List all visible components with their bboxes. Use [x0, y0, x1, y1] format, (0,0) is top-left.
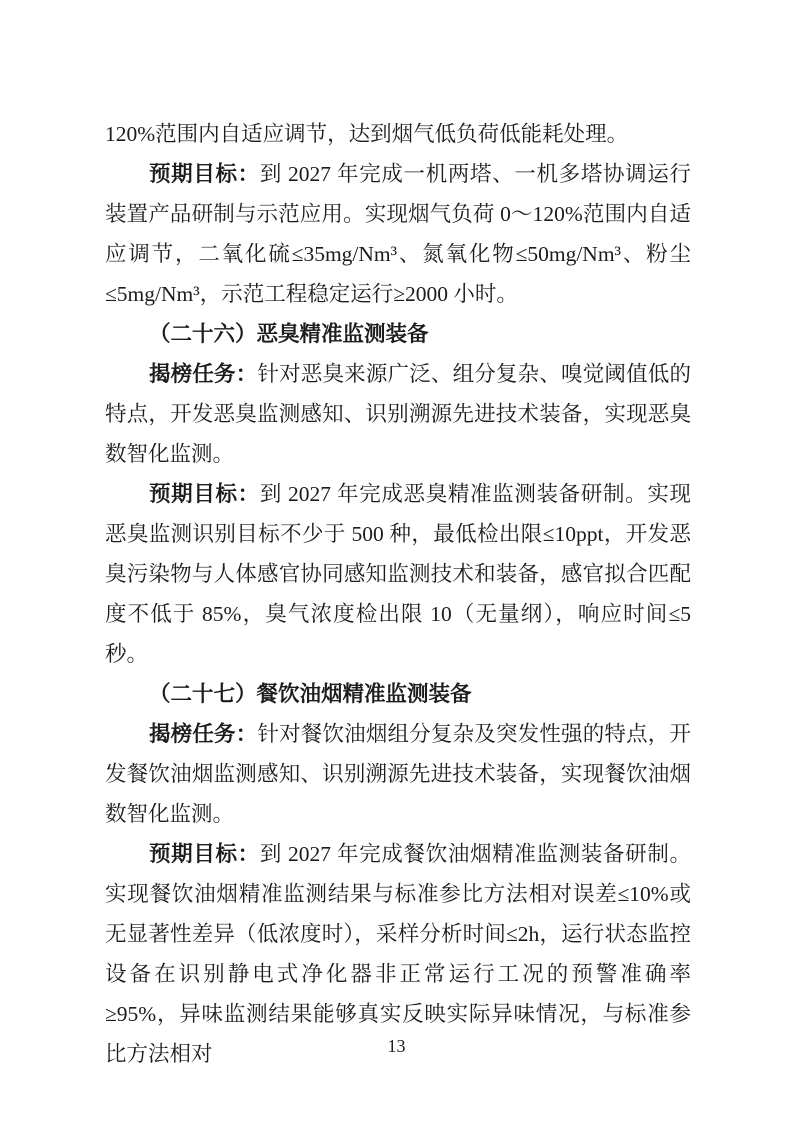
paragraph-label: 预期目标：: [149, 842, 260, 866]
section-heading-27: [105, 674, 691, 714]
paragraph-label: 预期目标：: [149, 162, 260, 186]
paragraph-text: 到 2027 年完成恶臭精准监测装备研制。实现恶臭监测识别目标不少于 500 种，最低检出限≤10ppt，开发恶臭污染物与人体感官协同感知监测技术和装备，感官拟合匹配度不低于 85%，臭气浓度检出限 10（无量纲），响应时间≤5 秒。: [105, 482, 691, 666]
paragraph-task-1: [105, 354, 691, 474]
paragraph-text: 到 2027 年完成一机两塔、一机多塔协调运行装置产品研制与示范应用。实现烟气负荷 0～120%范围内自适应调节，二氧化硫≤35mg/Nm³、氮氧化物≤50mg/Nm³、粉尘≤5mg/Nm³，示范工程稳定运行≥2000 小时。: [105, 162, 691, 306]
paragraph-text: 针对恶臭来源广泛、组分复杂、嗅觉阈值低的特点，开发恶臭监测感知、识别溯源先进技术装备，实现恶臭数智化监测。: [105, 362, 691, 466]
paragraph-task-2: [105, 714, 691, 834]
paragraph-text: 到 2027 年完成餐饮油烟精准监测装备研制。实现餐饮油烟精准监测结果与标准参比方法相对误差≤10%或无显著性差异（低浓度时），采样分析时间≤2h，运行状态监控设备在识别静电式净化器非正常运行工况的预警准确率≥95%，异味监测结果能够真实反映实际异味情况，与标准参比方法相对: [105, 842, 691, 1066]
paragraph-text: 120%范围内自适应调节，达到烟气低负荷低能耗处理。: [105, 122, 629, 146]
paragraph-continuation: [105, 114, 691, 154]
page-number: 13: [387, 1036, 406, 1056]
paragraph-expected-goal-2: [105, 474, 691, 674]
paragraph-expected-goal-1: [105, 154, 691, 314]
heading-text: （二十七）餐饮油烟精准监测装备: [149, 682, 472, 706]
paragraph-label: 预期目标：: [149, 482, 260, 506]
document-body: [105, 114, 691, 1074]
section-heading-26: [105, 314, 691, 354]
paragraph-label: 揭榜任务：: [149, 722, 258, 746]
paragraph-label: 揭榜任务：: [149, 362, 258, 386]
heading-text: （二十六）恶臭精准监测装备: [149, 322, 429, 346]
paragraph-text: 针对餐饮油烟组分复杂及突发性强的特点，开发餐饮油烟监测感知、识别溯源先进技术装备，实现餐饮油烟数智化监测。: [105, 722, 691, 826]
